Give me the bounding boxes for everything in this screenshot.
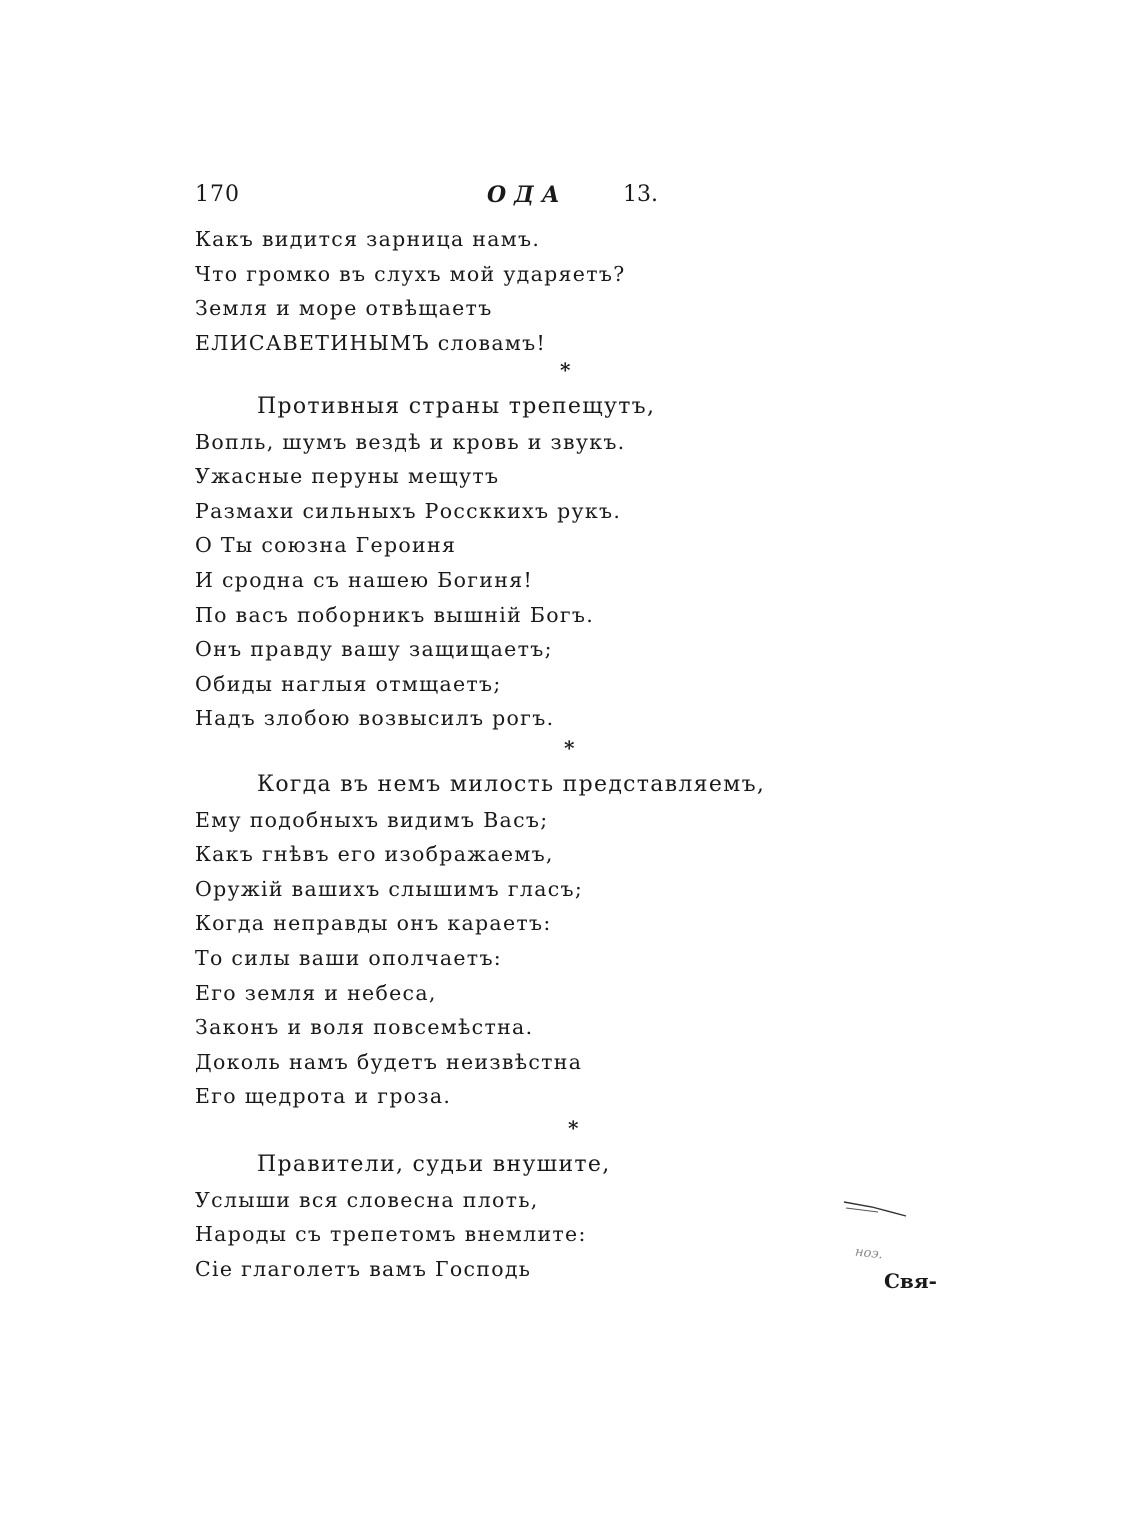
verse-line: Ужасные перуны мещутъ [195, 464, 500, 489]
verse-line: Его земля и небеса, [195, 980, 437, 1005]
stanza-separator-asterisk: * [564, 736, 575, 760]
catchword: Свя- [884, 1269, 937, 1293]
verse-line: Его щедрота и гроза. [195, 1084, 452, 1109]
margin-pen-mark [842, 1198, 908, 1220]
page-header [195, 178, 665, 212]
verse-line: Оружій вашихъ слышимъ гласъ; [195, 876, 584, 901]
verse-line: Законъ и воля повсемѣстна. [195, 1015, 534, 1040]
verse-line: Что громко въ слухъ мой ударяетъ? [195, 261, 626, 286]
verse-line: Противныя страны трепещутъ, [257, 394, 656, 419]
verse-line: Правители, судьи внушите, [257, 1152, 611, 1177]
verse-line: ЕЛИСАВЕТИНЫМЪ словамъ! [195, 330, 547, 355]
verse-line: Надъ злобою возвысилъ рогъ. [195, 706, 555, 731]
verse-line: Вопль, шумъ вездѣ и кровь и звукъ. [195, 429, 626, 454]
page-number: 170 [195, 182, 240, 207]
verse-line: Когда въ немъ милость представляемъ, [257, 772, 766, 797]
verse-line: Услыши вся словесна плоть, [195, 1187, 539, 1212]
stanza-2 [195, 390, 815, 736]
verse-line: О Ты союзна Героиня [195, 533, 457, 558]
ode-number: 13. [623, 182, 658, 207]
verse-line: Сіе глаголетъ вамъ Господь [195, 1256, 532, 1281]
stanza-separator-asterisk: * [560, 358, 571, 382]
verse-line: Народы съ трепетомъ внемлите: [195, 1222, 587, 1247]
stanza-1 [195, 222, 815, 360]
verse-line: Обиды наглыя отмщаетъ; [195, 671, 502, 696]
verse-line: Онъ правду вашу защищаетъ; [195, 637, 553, 662]
stanza-4 [195, 1148, 815, 1286]
verse-line: Размахи сильныхъ Россккихъ рукъ. [195, 498, 622, 523]
verse-line: Когда неправды онъ караетъ: [195, 911, 552, 936]
margin-note: ноэ. [854, 1244, 884, 1263]
verse-line: Ему подобныхъ видимъ Васъ; [195, 807, 549, 832]
verse-line: Какъ видится зарница намъ. [195, 227, 541, 251]
verse-line: То силы ваши ополчаетъ: [195, 945, 503, 970]
stanza-3 [195, 768, 815, 1114]
verse-line: Земля и море отвѣщаетъ [195, 296, 493, 321]
verse-line: Доколь намъ будетъ неизвѣстна [195, 1049, 583, 1074]
verse-line: И сродна съ нашею Богиня! [195, 567, 533, 592]
verse-line: Какъ гнѣвъ его изображаемъ, [195, 842, 554, 867]
verse-line: По васъ поборникъ вышній Богъ. [195, 602, 595, 627]
stanza-separator-asterisk: * [568, 1116, 579, 1140]
running-title: ОДА [487, 182, 568, 208]
